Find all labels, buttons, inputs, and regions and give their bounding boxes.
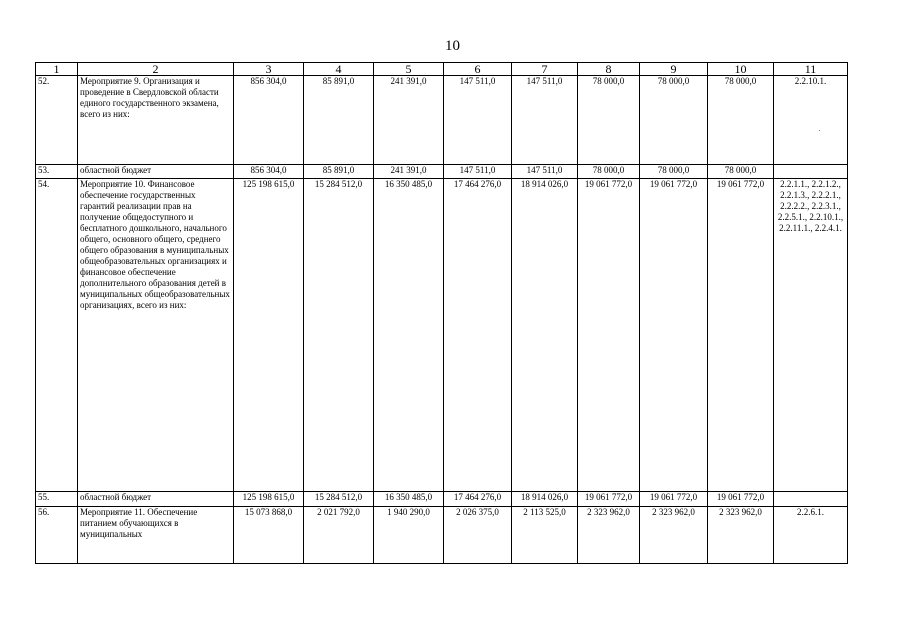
cell-value: 125 198 615,0 (234, 492, 304, 507)
col-header: 8 (578, 63, 640, 76)
table-row (36, 165, 848, 179)
table-row (36, 179, 848, 492)
cell-value: 2 323 962,0 (640, 507, 708, 564)
col-header: 2 (78, 63, 234, 76)
cell-value: 78 000,0 (640, 76, 708, 165)
row-number: 53. (36, 165, 78, 179)
cell-value: 241 391,0 (374, 76, 444, 165)
cell-value: 78 000,0 (578, 165, 640, 179)
col-header: 6 (444, 63, 512, 76)
header-row (36, 63, 848, 76)
cell-value: 18 914 026,0 (512, 492, 578, 507)
cell-value: 85 891,0 (304, 76, 374, 165)
col-header: 4 (304, 63, 374, 76)
cell-value: 78 000,0 (708, 165, 774, 179)
row-code: 2.2.1.1., 2.2.1.2., 2.2.1.3., 2.2.2.1., 2.2.2.2., 2.2.3.1., 2.2.5.1., 2.2.10.1., 2.2.11.1., 2.2.4.1. (774, 179, 848, 492)
cell-value: 19 061 772,0 (578, 179, 640, 492)
row-name: Мероприятие 11. Обеспечение питанием обучающихся в муниципальных (78, 507, 234, 564)
col-header: 1 (36, 63, 78, 76)
row-name: областной бюджет (78, 165, 234, 179)
cell-value: 16 350 485,0 (374, 179, 444, 492)
cell-value: 1 940 290,0 (374, 507, 444, 564)
budget-table (35, 62, 848, 564)
table-row (36, 76, 848, 165)
cell-value: 16 350 485,0 (374, 492, 444, 507)
cell-value: 78 000,0 (578, 76, 640, 165)
page-number: 10 (445, 38, 460, 54)
cell-value: 19 061 772,0 (640, 179, 708, 492)
row-code (774, 165, 848, 179)
col-header: 3 (234, 63, 304, 76)
cell-value: 85 891,0 (304, 165, 374, 179)
row-code (774, 492, 848, 507)
cell-value: 19 061 772,0 (708, 179, 774, 492)
cell-value: 17 464 276,0 (444, 492, 512, 507)
cell-value: 2 323 962,0 (708, 507, 774, 564)
col-header: 5 (374, 63, 444, 76)
row-name: областной бюджет (78, 492, 234, 507)
row-number: 54. (36, 179, 78, 492)
cell-value: 15 284 512,0 (304, 179, 374, 492)
cell-value: 17 464 276,0 (444, 179, 512, 492)
cell-value: 2 113 525,0 (512, 507, 578, 564)
cell-value: 78 000,0 (708, 76, 774, 165)
table-row (36, 492, 848, 507)
cell-value: 2 026 375,0 (444, 507, 512, 564)
cell-value: 147 511,0 (444, 76, 512, 165)
cell-value: 147 511,0 (512, 165, 578, 179)
row-number: 55. (36, 492, 78, 507)
row-code: 2.2.6.1. (774, 507, 848, 564)
cell-value: 147 511,0 (444, 165, 512, 179)
cell-value: 856 304,0 (234, 76, 304, 165)
row-name: Мероприятие 10. Финансовое обеспечение государственных гарантий реализации прав на получение общедоступного и бесплатного дошкольного, начального общего, основного общего, среднего общего образования в муниципальных общеобразовательных организациях и финансовое обеспечение дополнительного образования детей в муниципальных общеобразовательных организациях, всего из них: (78, 179, 234, 492)
cell-value: 147 511,0 (512, 76, 578, 165)
col-header: 10 (708, 63, 774, 76)
row-code: 2.2.10.1. (774, 76, 848, 165)
cell-value: 18 914 026,0 (512, 179, 578, 492)
row-name: Мероприятие 9. Организация и проведение в Свердловской области единого государственного экзамена, всего из них: (78, 76, 234, 165)
cell-value: 19 061 772,0 (640, 492, 708, 507)
row-number: 52. (36, 76, 78, 165)
col-header: 7 (512, 63, 578, 76)
cell-value: 15 073 868,0 (234, 507, 304, 564)
table-row (36, 507, 848, 564)
cell-value: 2 323 962,0 (578, 507, 640, 564)
cell-value: 15 284 512,0 (304, 492, 374, 507)
cell-value: 856 304,0 (234, 165, 304, 179)
scan-speck (819, 130, 820, 131)
cell-value: 125 198 615,0 (234, 179, 304, 492)
cell-value: 19 061 772,0 (708, 492, 774, 507)
col-header: 9 (640, 63, 708, 76)
cell-value: 78 000,0 (640, 165, 708, 179)
cell-value: 241 391,0 (374, 165, 444, 179)
row-number: 56. (36, 507, 78, 564)
col-header: 11 (774, 63, 848, 76)
cell-value: 2 021 792,0 (304, 507, 374, 564)
cell-value: 19 061 772,0 (578, 492, 640, 507)
